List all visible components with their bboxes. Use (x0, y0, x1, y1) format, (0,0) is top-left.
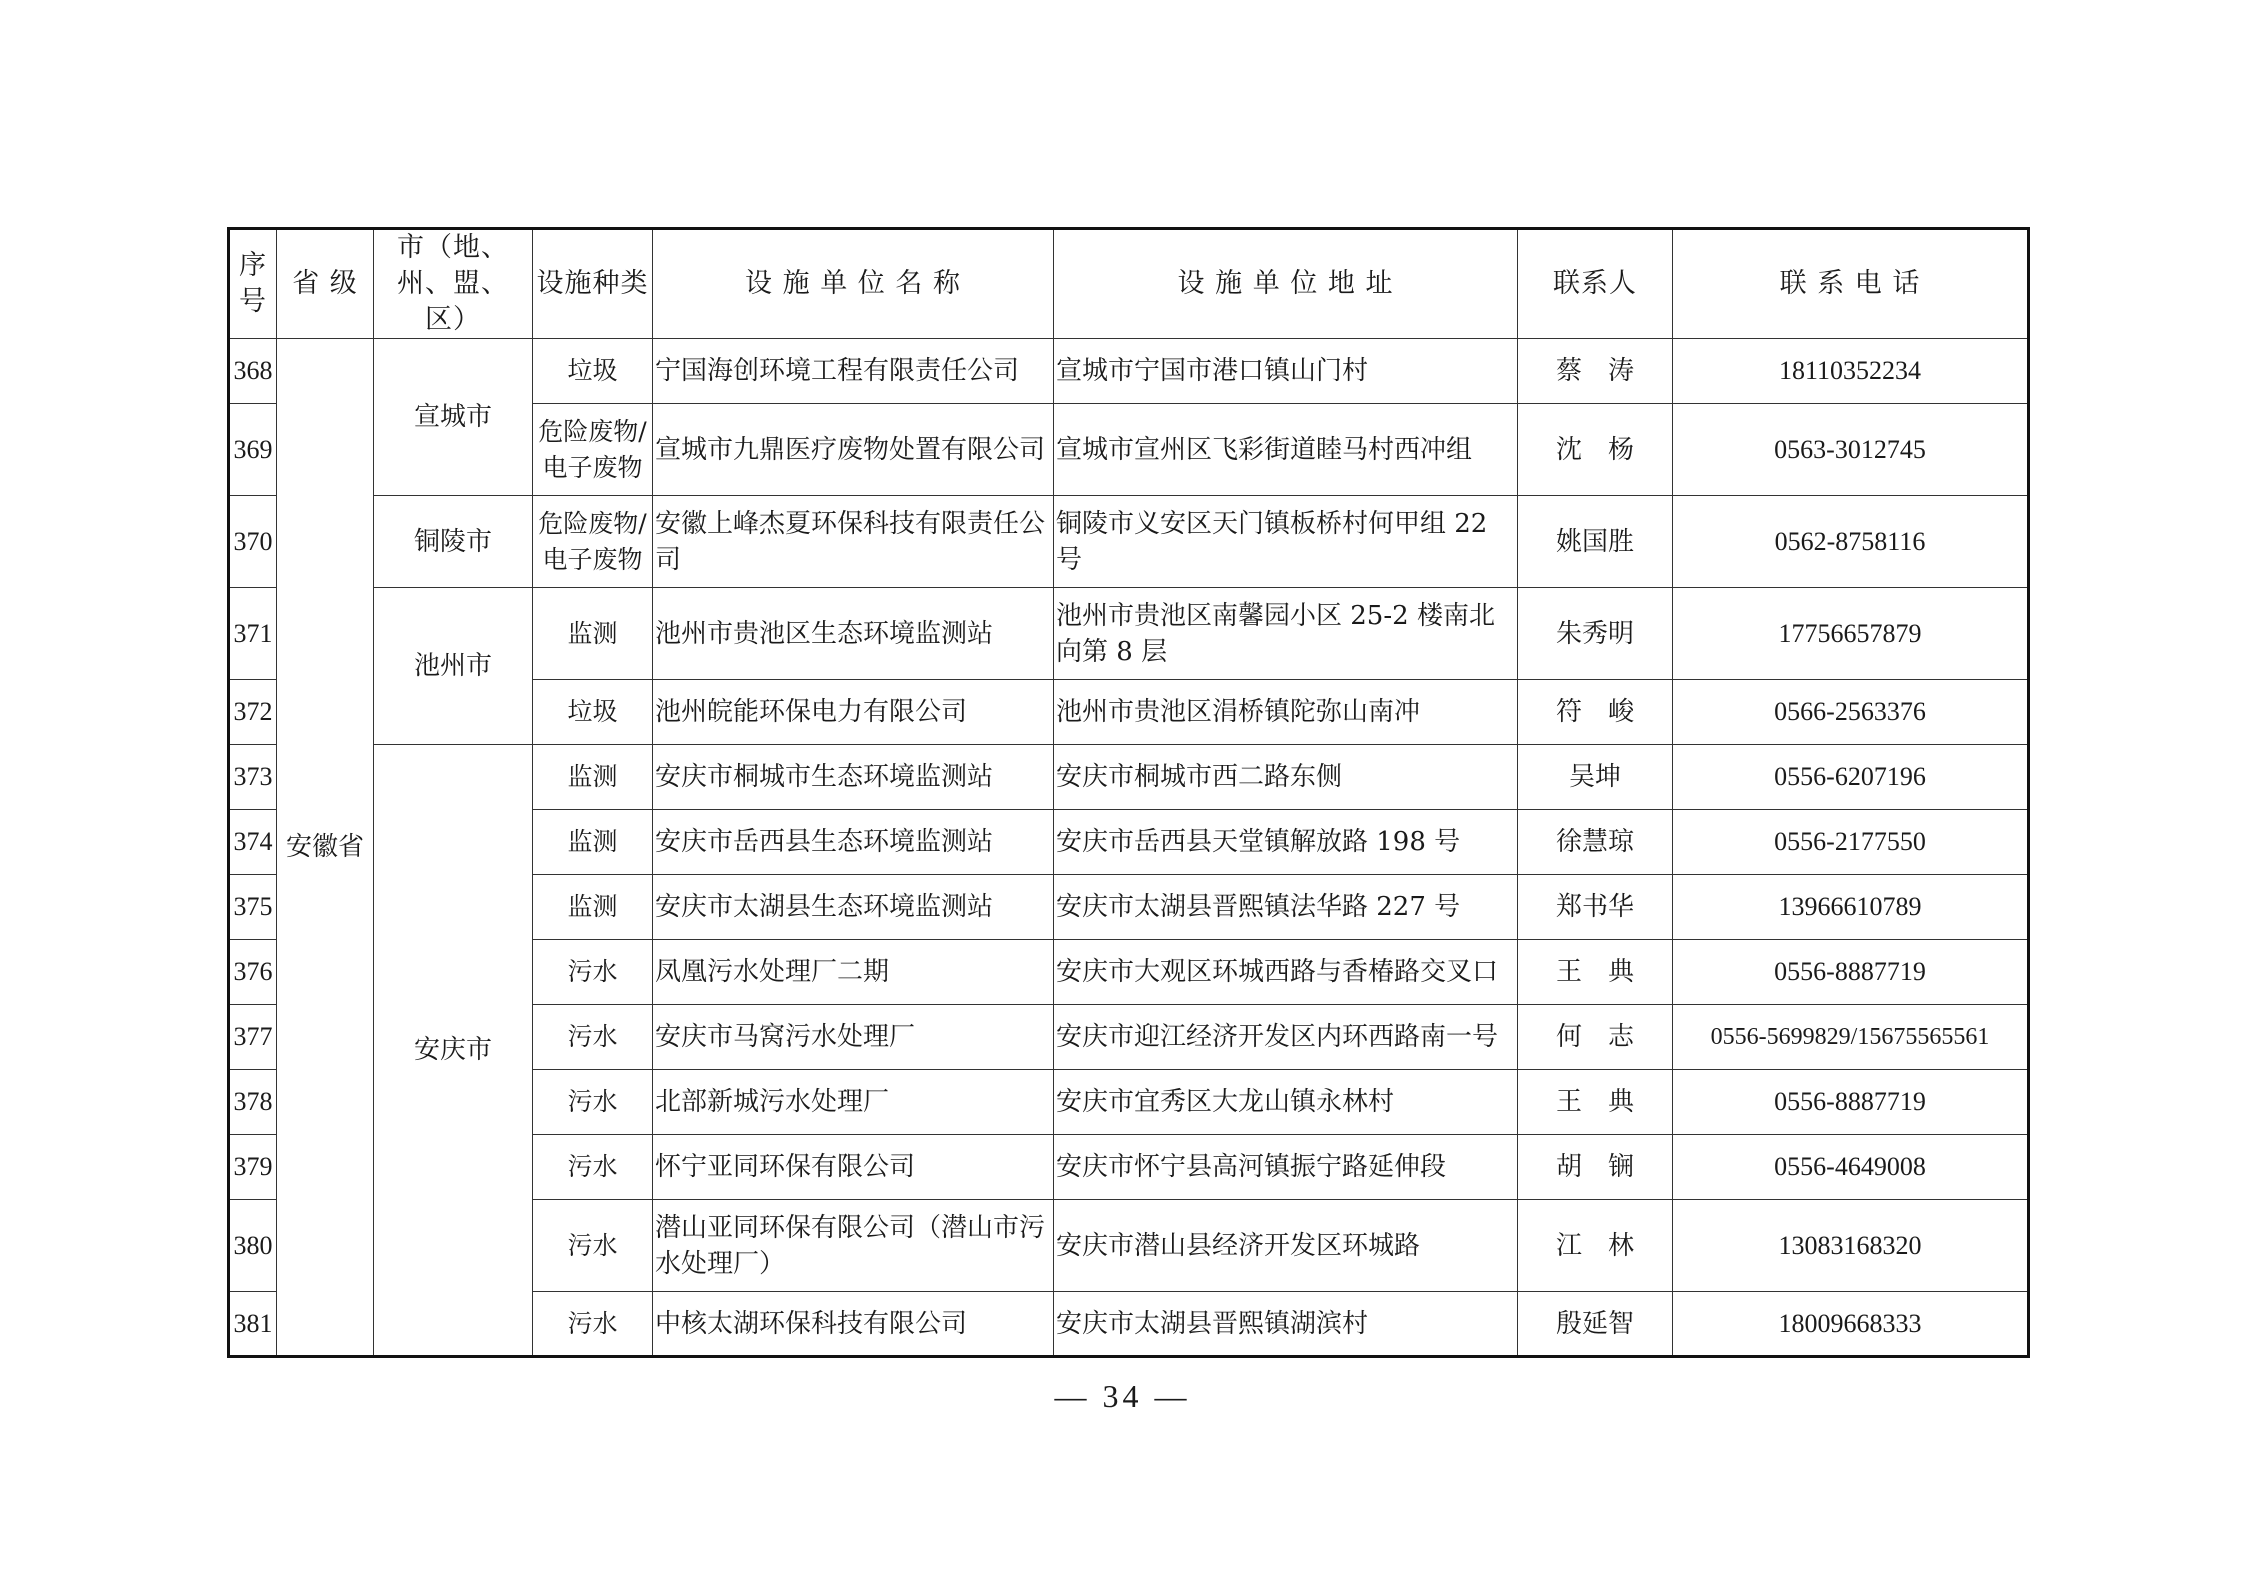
row-phone: 0556-5699829/15675565561 (1673, 1005, 2029, 1070)
row-name: 安庆市马窝污水处理厂 (653, 1005, 1054, 1070)
page-number: — 34 — (1054, 1378, 1191, 1414)
facility-table (227, 227, 2030, 1358)
row-phone: 18009668333 (1673, 1292, 2029, 1357)
row-contact: 殷延智 (1518, 1292, 1673, 1357)
row-phone: 17756657879 (1673, 588, 2029, 680)
row-phone: 18110352234 (1673, 339, 2029, 404)
table-row (229, 496, 2029, 588)
row-name: 安庆市桐城市生态环境监测站 (653, 745, 1054, 810)
table-header-row (229, 229, 2029, 339)
row-seq: 371 (229, 588, 277, 680)
city-cell-tongling: 铜陵市 (374, 496, 533, 588)
row-contact: 王 典 (1518, 1070, 1673, 1135)
row-type: 污水 (533, 1070, 653, 1135)
row-phone: 0566-2563376 (1673, 680, 2029, 745)
row-name: 池州市贵池区生态环境监测站 (653, 588, 1054, 680)
row-type: 监测 (533, 875, 653, 940)
row-contact: 徐慧琼 (1518, 810, 1673, 875)
row-phone: 0556-8887719 (1673, 1070, 2029, 1135)
row-contact: 朱秀明 (1518, 588, 1673, 680)
row-phone: 0556-6207196 (1673, 745, 2029, 810)
row-address: 安庆市大观区环城西路与香椿路交叉口 (1054, 940, 1518, 1005)
row-contact: 沈 杨 (1518, 404, 1673, 496)
row-contact: 江 林 (1518, 1200, 1673, 1292)
row-name: 池州皖能环保电力有限公司 (653, 680, 1054, 745)
header-address: 设 施 单 位 地 址 (1054, 229, 1518, 339)
row-phone: 0556-8887719 (1673, 940, 2029, 1005)
row-seq: 373 (229, 745, 277, 810)
row-address: 宣城市宣州区飞彩街道睦马村西冲组 (1054, 404, 1518, 496)
row-name: 怀宁亚同环保有限公司 (653, 1135, 1054, 1200)
row-type: 污水 (533, 1005, 653, 1070)
row-name: 北部新城污水处理厂 (653, 1070, 1054, 1135)
row-phone: 13083168320 (1673, 1200, 2029, 1292)
city-cell-chizhou: 池州市 (374, 588, 533, 745)
row-address: 安庆市迎江经济开发区内环西路南一号 (1054, 1005, 1518, 1070)
row-address: 安庆市太湖县晋熙镇法华路 227 号 (1054, 875, 1518, 940)
row-name: 中核太湖环保科技有限公司 (653, 1292, 1054, 1357)
province-cell: 安徽省 (277, 339, 374, 1357)
row-address: 安庆市怀宁县高河镇振宁路延伸段 (1054, 1135, 1518, 1200)
row-address: 铜陵市义安区天门镇板桥村何甲组 22 号 (1054, 496, 1518, 588)
header-name: 设 施 单 位 名 称 (653, 229, 1054, 339)
row-name: 凤凰污水处理厂二期 (653, 940, 1054, 1005)
table-row (229, 588, 2029, 680)
row-type: 监测 (533, 810, 653, 875)
row-type: 监测 (533, 745, 653, 810)
row-type: 危险废物/电子废物 (533, 404, 653, 496)
row-address: 安庆市桐城市西二路东侧 (1054, 745, 1518, 810)
row-type: 危险废物/电子废物 (533, 496, 653, 588)
row-address: 宣城市宁国市港口镇山门村 (1054, 339, 1518, 404)
row-seq: 372 (229, 680, 277, 745)
row-name: 安徽上峰杰夏环保科技有限责任公司 (653, 496, 1054, 588)
city-cell-xuancheng: 宣城市 (374, 339, 533, 496)
header-city: 市（地、州、盟、区） (374, 229, 533, 339)
row-type: 污水 (533, 940, 653, 1005)
row-address: 池州市贵池区南馨园小区 25-2 楼南北向第 8 层 (1054, 588, 1518, 680)
row-seq: 375 (229, 875, 277, 940)
row-contact: 胡 锎 (1518, 1135, 1673, 1200)
row-name: 宣城市九鼎医疗废物处置有限公司 (653, 404, 1054, 496)
row-contact: 吴坤 (1518, 745, 1673, 810)
row-type: 监测 (533, 588, 653, 680)
row-phone: 0563-3012745 (1673, 404, 2029, 496)
row-name: 安庆市岳西县生态环境监测站 (653, 810, 1054, 875)
header-seq: 序号 (229, 229, 277, 339)
row-type: 污水 (533, 1292, 653, 1357)
row-name: 潜山亚同环保有限公司（潜山市污水处理厂） (653, 1200, 1054, 1292)
row-contact: 蔡 涛 (1518, 339, 1673, 404)
row-type: 污水 (533, 1135, 653, 1200)
row-seq: 377 (229, 1005, 277, 1070)
row-name: 宁国海创环境工程有限责任公司 (653, 339, 1054, 404)
row-contact: 姚国胜 (1518, 496, 1673, 588)
row-type: 垃圾 (533, 680, 653, 745)
row-seq: 378 (229, 1070, 277, 1135)
row-address: 安庆市太湖县晋熙镇湖滨村 (1054, 1292, 1518, 1357)
row-seq: 368 (229, 339, 277, 404)
row-phone: 0562-8758116 (1673, 496, 2029, 588)
row-type: 污水 (533, 1200, 653, 1292)
row-seq: 379 (229, 1135, 277, 1200)
row-contact: 郑书华 (1518, 875, 1673, 940)
header-contact: 联系人 (1518, 229, 1673, 339)
row-seq: 380 (229, 1200, 277, 1292)
row-name: 安庆市太湖县生态环境监测站 (653, 875, 1054, 940)
row-address: 安庆市岳西县天堂镇解放路 198 号 (1054, 810, 1518, 875)
row-seq: 370 (229, 496, 277, 588)
row-contact: 王 典 (1518, 940, 1673, 1005)
row-seq: 374 (229, 810, 277, 875)
row-seq: 369 (229, 404, 277, 496)
row-phone: 0556-2177550 (1673, 810, 2029, 875)
row-phone: 0556-4649008 (1673, 1135, 2029, 1200)
header-province: 省 级 (277, 229, 374, 339)
row-phone: 13966610789 (1673, 875, 2029, 940)
table-row (229, 745, 2029, 810)
table-row (229, 339, 2029, 404)
row-type: 垃圾 (533, 339, 653, 404)
header-type: 设施种类 (533, 229, 653, 339)
row-contact: 符 峻 (1518, 680, 1673, 745)
row-contact: 何 志 (1518, 1005, 1673, 1070)
row-address: 安庆市潜山县经济开发区环城路 (1054, 1200, 1518, 1292)
row-address: 安庆市宜秀区大龙山镇永林村 (1054, 1070, 1518, 1135)
city-cell-anqing: 安庆市 (374, 745, 533, 1357)
row-address: 池州市贵池区涓桥镇陀弥山南冲 (1054, 680, 1518, 745)
row-seq: 376 (229, 940, 277, 1005)
header-phone: 联 系 电 话 (1673, 229, 2029, 339)
row-seq: 381 (229, 1292, 277, 1357)
